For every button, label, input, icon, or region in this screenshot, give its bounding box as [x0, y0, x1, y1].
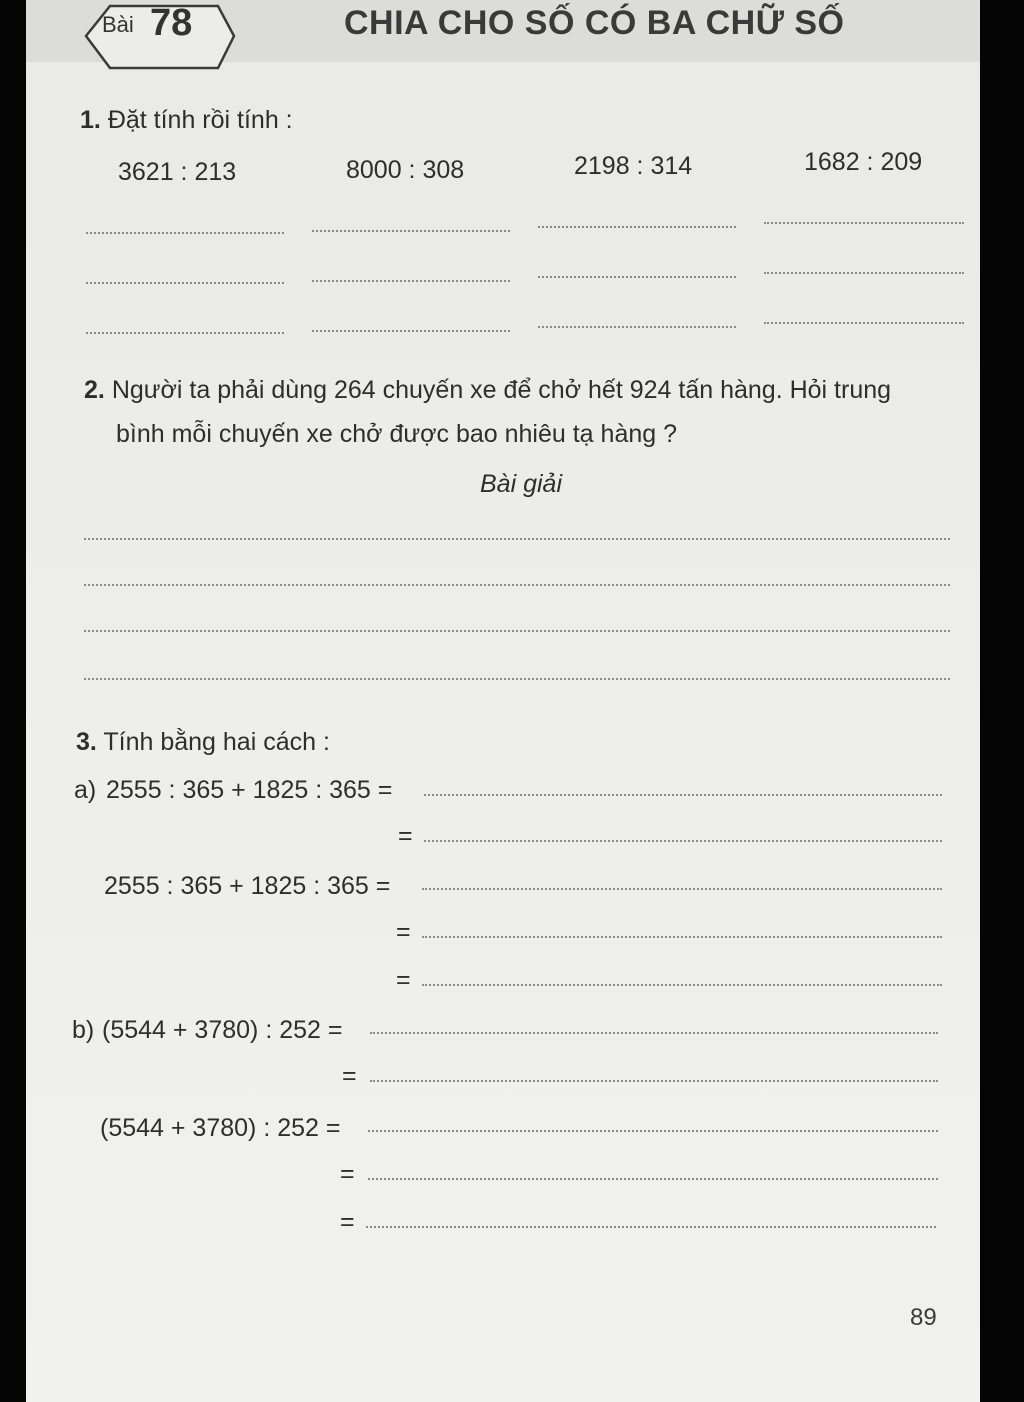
exercise-1-instruction: Đặt tính rồi tính : — [107, 106, 293, 134]
equals-sign: = — [340, 1208, 355, 1236]
answer-line[interactable] — [538, 326, 736, 328]
equals-sign: = — [340, 1160, 355, 1188]
answer-line[interactable] — [538, 226, 736, 228]
answer-line[interactable] — [764, 222, 964, 224]
exercise-3-number: 3. — [76, 728, 97, 756]
problem-1a: 3621 : 213 — [118, 158, 237, 186]
answer-line[interactable] — [764, 322, 964, 324]
solution-line[interactable] — [84, 678, 950, 680]
answer-line[interactable] — [370, 1080, 938, 1082]
answer-line[interactable] — [368, 1178, 938, 1180]
exercise-2-number: 2. — [84, 376, 105, 404]
equals-sign: = — [342, 1062, 357, 1090]
exercise-2-line1 — [84, 376, 891, 405]
part-b-expression-way1: (5544 + 3780) : 252 = — [102, 1016, 343, 1044]
exercise-3-heading — [76, 728, 330, 757]
answer-line[interactable] — [312, 230, 510, 232]
solution-line[interactable] — [84, 584, 950, 586]
page-number: 89 — [910, 1304, 937, 1331]
answer-line[interactable] — [424, 794, 942, 796]
answer-line[interactable] — [86, 282, 284, 284]
exercise-1-heading — [80, 106, 293, 135]
workbook-page — [26, 0, 980, 1402]
equals-sign: = — [396, 918, 411, 946]
part-a-expression-way2: 2555 : 365 + 1825 : 365 = — [104, 872, 391, 900]
answer-line[interactable] — [538, 276, 736, 278]
answer-line[interactable] — [764, 272, 964, 274]
answer-line[interactable] — [422, 888, 942, 890]
answer-line[interactable] — [312, 330, 510, 332]
solution-label: Bài giải — [480, 470, 562, 498]
lesson-number: 78 — [150, 2, 193, 44]
answer-line[interactable] — [312, 280, 510, 282]
answer-line[interactable] — [424, 840, 942, 842]
answer-line[interactable] — [86, 232, 284, 234]
part-a-label: a) — [74, 776, 97, 804]
badge-label: Bài — [102, 12, 134, 37]
answer-line[interactable] — [422, 936, 942, 938]
page-title: CHIA CHO SỐ CÓ BA CHỮ SỐ — [344, 4, 845, 42]
part-b-expression-way2: (5544 + 3780) : 252 = — [100, 1114, 341, 1142]
answer-line[interactable] — [422, 984, 942, 986]
exercise-2-text-2: bình mỗi chuyến xe chở được bao nhiêu tạ hàng ? — [116, 420, 677, 448]
answer-line[interactable] — [86, 332, 284, 334]
answer-line[interactable] — [370, 1032, 938, 1034]
problem-1b: 8000 : 308 — [346, 156, 465, 184]
answer-line[interactable] — [366, 1226, 936, 1228]
lesson-badge — [80, 0, 240, 74]
exercise-1-number: 1. — [80, 106, 101, 134]
solution-line[interactable] — [84, 538, 950, 540]
exercise-3-instruction: Tính bằng hai cách : — [103, 728, 330, 756]
part-a-expression-way1: 2555 : 365 + 1825 : 365 = — [106, 776, 393, 804]
equals-sign: = — [398, 822, 413, 850]
exercise-2-text-1: Người ta phải dùng 264 chuyến xe để chở hết 924 tấn hàng. Hỏi trung — [111, 376, 892, 404]
solution-line[interactable] — [84, 630, 950, 632]
problem-1d: 1682 : 209 — [804, 148, 923, 176]
answer-line[interactable] — [368, 1130, 938, 1132]
part-b-label: b) — [72, 1016, 95, 1044]
problem-1c: 2198 : 314 — [574, 152, 693, 180]
equals-sign: = — [396, 966, 411, 994]
